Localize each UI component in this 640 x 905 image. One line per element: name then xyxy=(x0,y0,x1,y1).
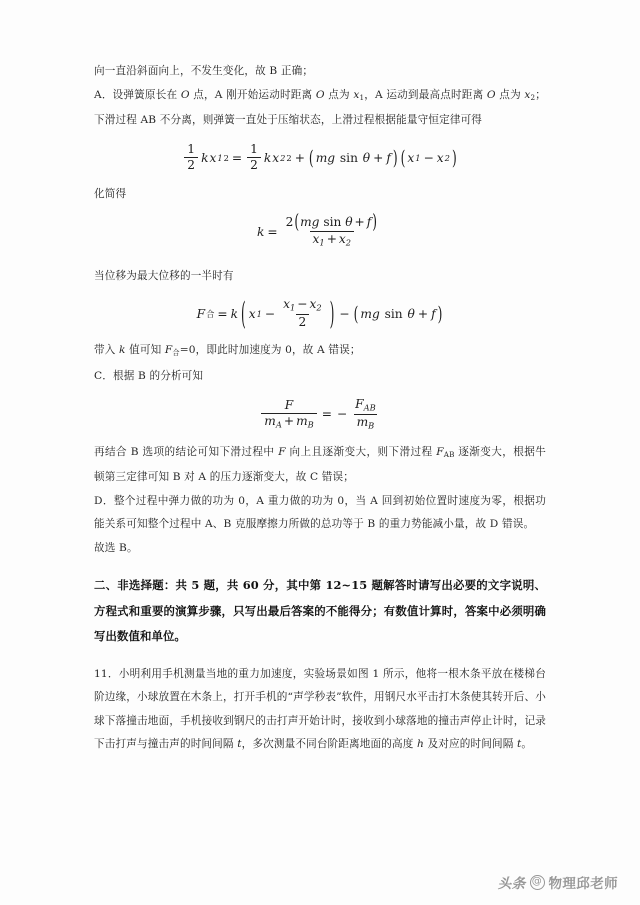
equation-energy-conservation: $\frac{1}{2}$ k x 1 2 = $\frac{1}{2}$ k x 2 2 + ( mg sin θ + f ) ( x 1 − x 2 ) xyxy=(94,139,546,177)
document-content xyxy=(94,60,546,757)
at-icon: @ xyxy=(530,875,545,890)
math-var-h: h xyxy=(417,738,425,751)
paragraph-final-answer: 故选 B。 xyxy=(94,541,138,554)
watermark-account: 物理邱老师 xyxy=(548,876,618,892)
paragraph-option-c-intro: C．根据 B 的分析可知 xyxy=(94,369,204,382)
section-heading-non-choice-questions: 二、非选择题：共 5 题，共 60 分，其中第 12~15 题解答时请写出必要的文字说明、方程式和重要的演算步骤，只写出最后答案的不能得分；有数值计算时，答案中必须明确写出数值和单位。 xyxy=(94,578,546,644)
fraction-one-half-left: $\frac{1}{2}$ xyxy=(184,143,198,173)
equation-force-ratio: $\frac{F}{m_A + m_B}$ = − $\frac{F_{AB}}{m_B}$ xyxy=(94,394,546,434)
math-var-x1: x1 xyxy=(353,88,365,102)
math-var-t: t xyxy=(237,738,242,751)
watermark xyxy=(498,872,618,892)
math-var-x2: x2 xyxy=(524,88,536,102)
paragraph-option-a-setup: A．设弹簧原长在 O 点，A 刚开始运动时距离 O 点为 x1，A 运动到最高点时距离 O 点为 x2；下滑过程 AB 不分离，则弹簧一直处于压缩状态，上滑过程根据能量守恒定律可得 xyxy=(94,88,547,127)
fraction-half-displacement: $\frac{x_1 - x_2}{2}$ xyxy=(283,297,322,329)
equation-spring-constant: k = $\frac{\text{2(mg sin θ + f)}}{x_1 + x_2}$ xyxy=(94,212,546,251)
paragraph-option-a-conclusion: 带入 k 值可知 F合=0，即此时加速度为 0，故 A 错误； xyxy=(94,344,361,358)
math-var-O-3: O xyxy=(486,88,496,101)
fraction-force-over-total-mass: $\frac{F}{m_A + m_B}$ xyxy=(261,399,316,430)
watermark-platform: 头条 xyxy=(497,876,526,892)
math-var-t-2: t xyxy=(517,738,522,751)
math-var-k: k xyxy=(119,344,126,357)
paragraph-option-b-conclusion: 向一直沿斜面向上，不发生变化，故 B 正确； xyxy=(94,65,314,77)
paragraph-simplify-label: 化简得 xyxy=(94,187,127,200)
fraction-one-half-right: $\frac{1}{2}$ xyxy=(247,143,261,173)
paragraph-question-11: 11．小明利用手机测量当地的重力加速度，实验场景如图 1 所示，他将一根木条平放在楼梯台阶边缘，小球放置在木条上，打开手机的“声学秒表”软件，用钢尺水平击打木条使其转开后、小球下落撞击地面，手机接收到钢尺的击打声开始计时，接收到小球落地的撞击声停止计时，记录下击打声与撞击声的时间间隔 t，多次测量不同台阶距离地面的高度 h 及对应的时间间隔 t。 xyxy=(94,667,546,751)
paragraph-half-displacement-label: 当位移为最大位移的一半时有 xyxy=(94,269,234,282)
fraction-fab-over-mb: $\frac{F_{AB}}{m_B}$ xyxy=(355,397,376,431)
math-var-F: F xyxy=(278,445,286,458)
paragraph-option-c-conclusion: 再结合 B 选项的结论可知下滑过程中 F 向上且逐渐变大，则下滑过程 FAB 逐渐变大，根据牛顿第三定律可知 B 对 A 的压力逐渐变大，故 C 错误； xyxy=(94,445,547,484)
math-var-O-2: O xyxy=(315,88,325,101)
math-var-f-net: F合 xyxy=(164,344,180,358)
fraction-spring-constant: $\frac{\text{2(mg sin θ + f)}}{x_1 + x_2}$ xyxy=(285,210,378,248)
math-var-FAB: FAB xyxy=(436,445,455,459)
math-var-O: O xyxy=(180,88,190,101)
paragraph-option-d: D．整个过程中弹力做的功为 0，A 重力做的功为 0，当 A 回到初始位置时速度为零，根据功能关系可知整个过程中 A、B 克服摩擦力所做的总功等于 B 的重力势能减小量，故 D 错误。 xyxy=(94,494,546,531)
equation-net-force: F 合 = k ( x 1 − $\frac{x_1 - x_2}{2}$ ) − ( mg sin θ + f ) xyxy=(196,295,443,332)
